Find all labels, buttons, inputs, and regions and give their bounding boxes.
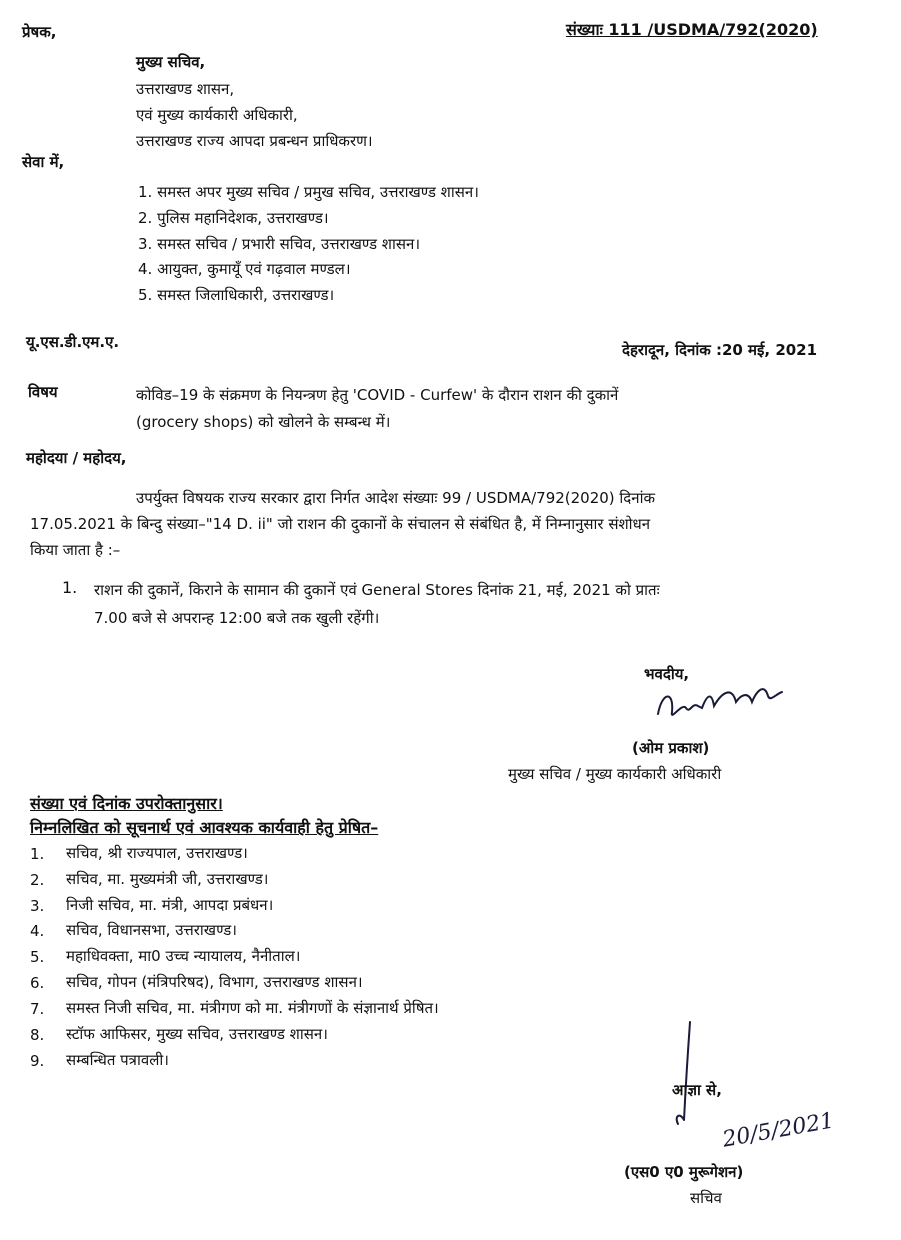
point-line-1: राशन की दुकानें, किराने के सामान की दुकानें एवं General Stores दिनांक 21, मई, 2021 को प्रातः <box>94 581 660 599</box>
copy-item-text: सचिव, गोपन (मंत्रिपरिषद), विभाग, उत्तराखण्ड शासन। <box>66 973 363 991</box>
point-number: 1. <box>62 578 78 597</box>
copy-item-number: 3. <box>30 897 45 915</box>
copy-item-number: 9. <box>30 1052 45 1070</box>
handwritten-date: 20/5/2021 <box>720 1108 837 1153</box>
place-date: देहरादून, दिनांक :20 मई, 2021 <box>622 341 818 359</box>
sender-line-1: उत्तराखण्ड शासन, <box>136 80 235 98</box>
sender-line-3: उत्तराखण्ड राज्य आपदा प्रबन्धन प्राधिकरण। <box>136 132 373 150</box>
copy-item-number: 6. <box>30 974 45 992</box>
recipient-item: 3. समस्त सचिव / प्रभारी सचिव, उत्तराखण्ड शासन। <box>138 235 421 253</box>
copy-item-number: 7. <box>30 1000 45 1018</box>
subject-line-2: (grocery shops) को खोलने के सम्बन्ध में। <box>136 413 391 431</box>
body-paragraph-line-1: उपर्युक्त विषयक राज्य सरकार द्वारा निर्गत आदेश संख्याः 99 / USDMA/792(2020) दिनांक <box>136 489 656 507</box>
order-signatory-designation: सचिव <box>690 1189 722 1207</box>
recipients-label: सेवा में, <box>22 153 65 171</box>
body-paragraph-line-3: किया जाता है :– <box>30 541 121 559</box>
recipient-item: 5. समस्त जिलाधिकारी, उत्तराखण्ड। <box>138 286 335 304</box>
copy-item-number: 1. <box>30 845 45 863</box>
copy-item-number: 5. <box>30 948 45 966</box>
sender-label: प्रेषक, <box>22 23 57 41</box>
recipient-item: 4. आयुक्त, कुमायूँ एवं गढ़वाल मण्डल। <box>138 260 351 278</box>
copy-item-number: 2. <box>30 871 45 889</box>
subject-line-1: कोविड–19 के संक्रमण के नियन्त्रण हेतु 'COVID - Curfew' के दौरान राशन की दुकानें <box>136 386 619 404</box>
copy-item-text: स्टॉफ आफिसर, मुख्य सचिव, उत्तराखण्ड शासन। <box>66 1025 328 1043</box>
sender-line-2: एवं मुख्य कार्यकारी अधिकारी, <box>136 106 298 124</box>
copy-item-text: समस्त निजी सचिव, मा. मंत्रीगण को मा. मंत्रीगणों के संज्ञानार्थ प्रेषित। <box>66 999 439 1017</box>
signatory-designation: मुख्य सचिव / मुख्य कार्यकारी अधिकारी <box>508 765 722 783</box>
org-code: यू.एस.डी.एम.ए. <box>26 333 120 351</box>
reference-number: संख्याः 111 /USDMA/792(2020) <box>566 20 818 39</box>
order-signatory-name: (एस0 ए0 मुरूगेशन) <box>624 1163 744 1181</box>
recipient-item: 1. समस्त अपर मुख्य सचिव / प्रमुख सचिव, उत्तराखण्ड शासन। <box>138 183 479 201</box>
by-order: आज्ञा से, <box>672 1081 722 1099</box>
signature-image <box>652 672 792 728</box>
subject-label: विषय <box>28 383 58 401</box>
copy-heading: निम्नलिखित को सूचनार्थ एवं आवश्यक कार्यवाही हेतु प्रेषित– <box>30 818 379 837</box>
sender-title: मुख्य सचिव, <box>136 53 206 71</box>
recipient-item: 2. पुलिस महानिदेशक, उत्तराखण्ड। <box>138 209 329 227</box>
copy-item-text: सचिव, मा. मुख्यमंत्री जी, उत्तराखण्ड। <box>66 870 269 888</box>
closing: भवदीय, <box>644 665 690 683</box>
copy-item-text: सम्बन्धित पत्रावली। <box>66 1051 169 1069</box>
point-line-2: 7.00 बजे से अपरान्ह 12:00 बजे तक खुली रहेंगी। <box>94 609 380 627</box>
copy-item-number: 4. <box>30 922 45 940</box>
copy-item-text: निजी सचिव, मा. मंत्री, आपदा प्रबंधन। <box>66 896 274 914</box>
copy-item-text: सचिव, विधानसभा, उत्तराखण्ड। <box>66 921 237 939</box>
copy-item-text: सचिव, श्री राज्यपाल, उत्तराखण्ड। <box>66 844 248 862</box>
body-paragraph-line-2: 17.05.2021 के बिन्दु संख्या–"14 D. ii" जो राशन की दुकानों के संचालन से संबंधित है, में निम्नानुसार संशोधन <box>30 515 651 533</box>
signatory-name: (ओम प्रकाश) <box>632 739 710 757</box>
copy-item-text: महाधिवक्ता, मा0 उच्च न्यायालय, नैनीताल। <box>66 947 301 965</box>
vertical-signature-stroke <box>660 1020 720 1130</box>
salutation: महोदया / महोदय, <box>26 449 127 467</box>
copy-reference: संख्या एवं दिनांक उपरोक्तानुसार। <box>30 794 223 813</box>
copy-item-number: 8. <box>30 1026 45 1044</box>
